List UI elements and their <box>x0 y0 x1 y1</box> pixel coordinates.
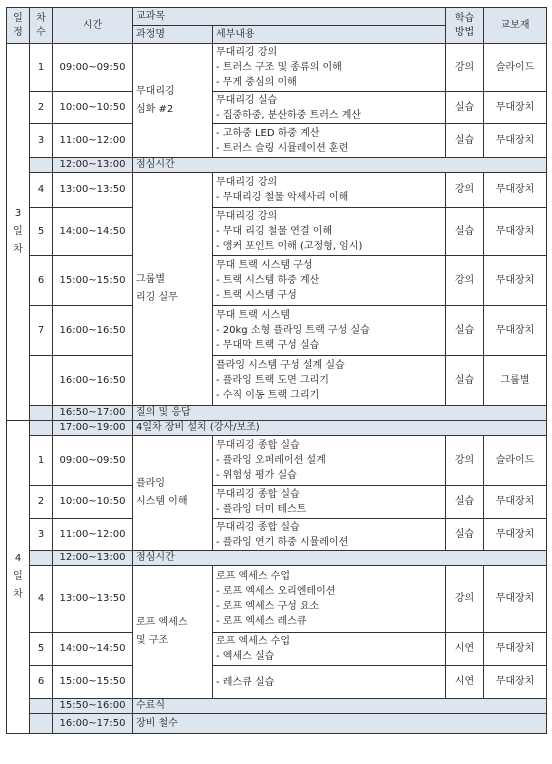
detail-line: - 로프 엑세스 구성 요소 <box>216 601 320 612</box>
band-seq <box>30 714 53 734</box>
session-detail <box>213 566 446 633</box>
detail-line: 무대리깅 실습 <box>216 94 278 106</box>
session-seq: 6 <box>30 256 53 306</box>
session-row <box>7 256 547 306</box>
session-detail <box>213 666 446 699</box>
course-name <box>133 436 213 551</box>
detail-line: - 고하중 LED 하중 계산 <box>216 127 320 139</box>
session-material: 무대장치 <box>484 92 547 124</box>
session-seq: 1 <box>30 436 53 486</box>
session-time: 09:00~09:50 <box>53 436 133 486</box>
session-material: 무대장치 <box>484 633 547 666</box>
header-subject: 교과목 <box>133 8 446 26</box>
band-time: 12:00~13:00 <box>53 551 133 566</box>
session-row <box>7 666 547 699</box>
detail-line: 플라잉 시스템 구성 설계 실습 <box>216 360 345 371</box>
session-material: 무대장치 <box>484 173 547 208</box>
session-material: 무대장치 <box>484 124 547 158</box>
day-label-char: 차 <box>13 589 23 600</box>
band-time: 16:50~17:00 <box>53 406 133 421</box>
schedule-body <box>7 8 547 734</box>
detail-line: - 트러스 구조 및 종류의 이해 <box>216 62 342 73</box>
session-material: 무대장치 <box>484 208 547 256</box>
day-label <box>7 421 30 734</box>
session-seq: 3 <box>30 519 53 551</box>
session-method: 실습 <box>446 306 484 356</box>
detail-line: - 무대 리깅 철물 연결 이해 <box>216 226 333 237</box>
band-row <box>7 421 547 436</box>
session-method: 강의 <box>446 436 484 486</box>
session-time: 15:00~15:50 <box>53 256 133 306</box>
session-method: 실습 <box>446 356 484 406</box>
session-time: 16:00~16:50 <box>53 306 133 356</box>
session-detail <box>213 633 446 666</box>
band-text: 4일차 장비 설치 (강사/보조) <box>133 421 547 436</box>
session-row <box>7 566 547 633</box>
band-seq <box>30 406 53 421</box>
session-time: 11:00~12:00 <box>53 124 133 158</box>
session-material: 무대장치 <box>484 519 547 551</box>
course-name-line: 로프 엑세스 <box>136 617 188 628</box>
session-row <box>7 356 547 406</box>
detail-line: - 무게 중심의 이해 <box>216 77 297 88</box>
course-name-line: 리깅 실무 <box>136 292 178 303</box>
band-seq <box>30 551 53 566</box>
session-material: 슬라이드 <box>484 44 547 92</box>
session-time: 13:00~13:50 <box>53 566 133 633</box>
session-seq <box>30 356 53 406</box>
session-method: 강의 <box>446 566 484 633</box>
detail-line: - 플라잉 오퍼레이션 설계 <box>216 455 326 466</box>
session-time: 14:00~14:50 <box>53 633 133 666</box>
session-detail <box>213 44 446 92</box>
detail-line: - 무대막 트랙 구성 실습 <box>216 340 320 351</box>
detail-line: 무대 트랙 시스템 <box>216 310 290 321</box>
session-method: 강의 <box>446 173 484 208</box>
session-material: 무대장치 <box>484 566 547 633</box>
session-seq: 1 <box>30 44 53 92</box>
band-text: 수료식 <box>133 699 547 714</box>
header-detail: 세부내용 <box>213 26 446 44</box>
detail-line: 로프 엑세스 수업 <box>216 571 290 582</box>
session-detail <box>213 92 446 124</box>
detail-line: - 트러스 슬링 시뮬레이션 훈련 <box>216 142 349 154</box>
detail-line: - 트랙 시스템 하중 계산 <box>216 275 320 286</box>
session-detail <box>213 356 446 406</box>
detail-line: - 수직 이동 트랙 그리기 <box>216 390 320 401</box>
day-label-char: 4 <box>14 553 22 564</box>
band-time: 16:00~17:50 <box>53 714 133 734</box>
detail-line: - 무대리깅 철물 악세사리 이해 <box>216 192 349 203</box>
band-row <box>7 714 547 734</box>
band-seq <box>30 699 53 714</box>
session-detail <box>213 208 446 256</box>
session-method: 강의 <box>446 44 484 92</box>
detail-line: - 플라잉 더미 테스트 <box>216 504 307 515</box>
session-time: 11:00~12:00 <box>53 519 133 551</box>
band-text: 점심시간 <box>133 551 547 566</box>
detail-line: - 플라잉 연기 하중 시뮬레이션 <box>216 536 349 548</box>
detail-line: - 엑세스 실습 <box>216 651 275 662</box>
band-text: 점심시간 <box>133 158 547 173</box>
day-label-char: 일 <box>13 226 23 237</box>
course-name <box>133 44 213 158</box>
band-text: 질의 및 응답 <box>133 406 547 421</box>
session-time: 10:00~10:50 <box>53 486 133 519</box>
detail-line: 무대 트랙 시스템 구성 <box>216 260 313 271</box>
schedule-table <box>6 7 547 734</box>
session-detail <box>213 306 446 356</box>
detail-line: - 트랙 시스템 구성 <box>216 290 297 301</box>
session-row <box>7 208 547 256</box>
detail-line: - 20kg 소형 플라잉 트랙 구성 실습 <box>216 325 370 336</box>
header-material: 교보재 <box>484 8 547 44</box>
band-seq <box>30 158 53 173</box>
header-course: 과정명 <box>133 26 213 44</box>
session-detail <box>213 256 446 306</box>
detail-line: 무대리깅 종합 실습 <box>216 440 300 451</box>
detail-line: 무대리깅 종합 실습 <box>216 489 300 500</box>
session-row <box>7 173 547 208</box>
session-time: 09:00~09:50 <box>53 44 133 92</box>
session-material: 무대장치 <box>484 306 547 356</box>
band-text: 장비 철수 <box>133 714 547 734</box>
session-row <box>7 124 547 158</box>
session-time: 13:00~13:50 <box>53 173 133 208</box>
session-method: 강의 <box>446 256 484 306</box>
header-method-line2: 방법 <box>454 26 475 38</box>
detail-line: - 앵커 포인트 이해 (고정형, 임시) <box>216 241 363 252</box>
band-row <box>7 699 547 714</box>
header-seq-line2: 수 <box>36 26 46 38</box>
band-row <box>7 158 547 173</box>
day-label <box>7 44 30 421</box>
detail-line: - 로프 엑세스 오리엔테이션 <box>216 586 336 597</box>
session-method: 시연 <box>446 666 484 699</box>
session-seq: 7 <box>30 306 53 356</box>
band-row <box>7 406 547 421</box>
session-time: 16:00~16:50 <box>53 356 133 406</box>
detail-line: - 집중하중, 분산하중 트러스 계산 <box>216 109 362 121</box>
session-method: 실습 <box>446 208 484 256</box>
session-material: 무대장치 <box>484 486 547 519</box>
session-row <box>7 436 547 486</box>
session-material: 무대장치 <box>484 256 547 306</box>
course-name-line: 무대리깅 <box>136 85 175 97</box>
session-time: 10:00~10:50 <box>53 92 133 124</box>
session-detail <box>213 486 446 519</box>
header-day <box>7 8 30 44</box>
session-row <box>7 92 547 124</box>
session-method: 실습 <box>446 486 484 519</box>
band-time: 17:00~19:00 <box>53 421 133 436</box>
detail-line: 로프 엑세스 수업 <box>216 636 290 647</box>
band-seq <box>30 421 53 436</box>
session-method: 실습 <box>446 519 484 551</box>
detail-line: 무대리깅 강의 <box>216 47 278 58</box>
detail-line: - 레스큐 실습 <box>216 676 275 688</box>
session-material: 슬라이드 <box>484 436 547 486</box>
session-detail <box>213 519 446 551</box>
band-row <box>7 551 547 566</box>
session-seq: 4 <box>30 566 53 633</box>
session-detail <box>213 124 446 158</box>
session-time: 14:00~14:50 <box>53 208 133 256</box>
day-label-char: 3 <box>14 208 22 219</box>
session-row <box>7 486 547 519</box>
session-material: 그룹별 <box>484 356 547 406</box>
session-seq: 2 <box>30 486 53 519</box>
detail-line: - 플라잉 트랙 도면 그리기 <box>216 375 329 386</box>
detail-line: - 위험성 평가 실습 <box>216 470 297 481</box>
session-material: 무대장치 <box>484 666 547 699</box>
course-name <box>133 566 213 699</box>
band-time: 12:00~13:00 <box>53 158 133 173</box>
day-label-char: 차 <box>13 244 23 255</box>
session-detail <box>213 173 446 208</box>
detail-line: 무대리깅 종합 실습 <box>216 521 300 533</box>
course-name-line: 심화 #2 <box>136 103 174 115</box>
detail-line: 무대리깅 강의 <box>216 211 278 222</box>
session-seq: 3 <box>30 124 53 158</box>
session-detail <box>213 436 446 486</box>
session-time: 15:00~15:50 <box>53 666 133 699</box>
header-seq-line1: 차 <box>36 12 46 24</box>
band-time: 15:50~16:00 <box>53 699 133 714</box>
course-name-line: 시스템 이해 <box>136 496 188 507</box>
header-seq <box>30 8 53 44</box>
session-row <box>7 44 547 92</box>
session-method: 시연 <box>446 633 484 666</box>
session-seq: 5 <box>30 208 53 256</box>
session-row <box>7 519 547 551</box>
header-method <box>446 8 484 44</box>
session-seq: 6 <box>30 666 53 699</box>
detail-line: 무대리깅 강의 <box>216 177 278 188</box>
course-name-line: 그룹별 <box>136 274 165 285</box>
session-seq: 2 <box>30 92 53 124</box>
header-method-line1: 학습 <box>454 12 475 24</box>
header-day-line1: 일 <box>13 12 23 24</box>
session-method: 실습 <box>446 92 484 124</box>
session-seq: 5 <box>30 633 53 666</box>
header-day-line2: 정 <box>13 26 23 38</box>
session-row <box>7 306 547 356</box>
detail-line: - 로프 엑세스 레스큐 <box>216 616 307 627</box>
course-name-line: 플라잉 <box>136 478 165 489</box>
day-label-char: 일 <box>13 571 23 582</box>
session-method: 실습 <box>446 124 484 158</box>
session-row <box>7 633 547 666</box>
course-name-line: 및 구조 <box>136 635 169 646</box>
course-name <box>133 173 213 406</box>
session-seq: 4 <box>30 173 53 208</box>
header-time: 시간 <box>53 8 133 44</box>
